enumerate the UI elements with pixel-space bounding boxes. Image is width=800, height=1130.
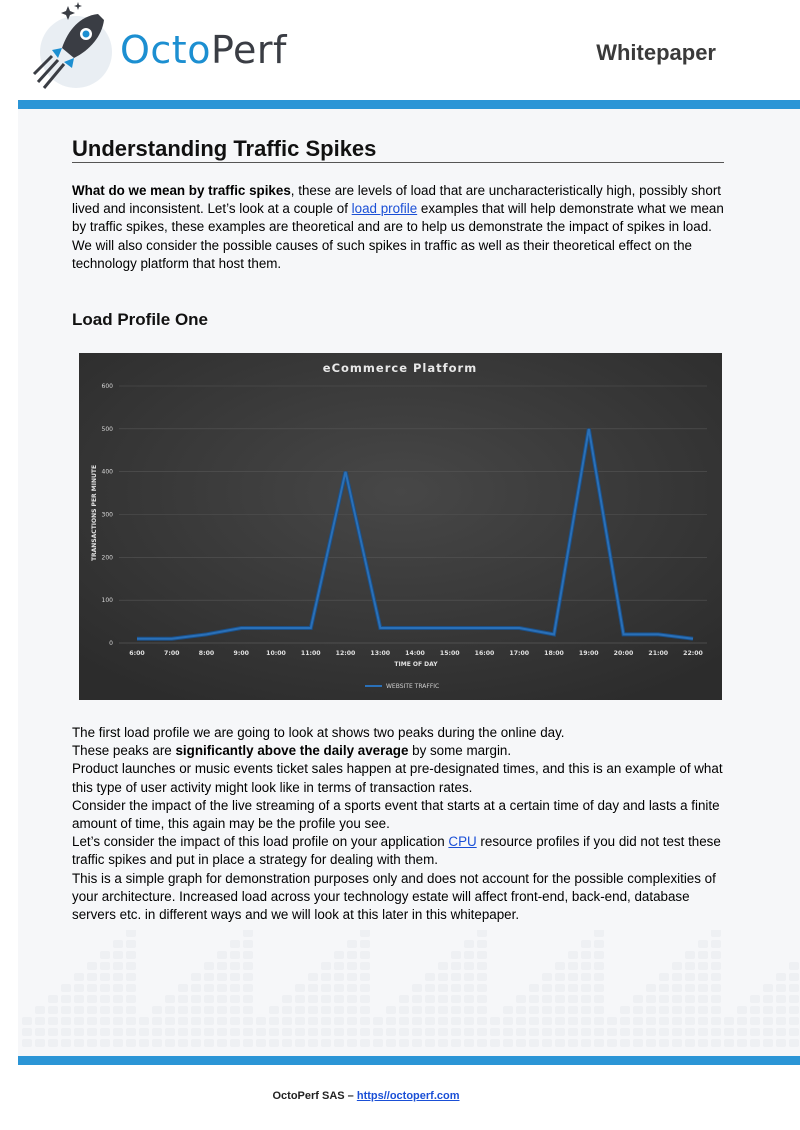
x-tick-label: 8:00	[198, 650, 215, 657]
body-line5a: Let’s consider the impact of this load profile on your application	[72, 834, 449, 850]
x-tick-label: 9:00	[233, 650, 249, 657]
y-tick-label: 300	[101, 511, 113, 519]
x-tick-label: 12:00	[335, 650, 356, 657]
y-tick-label: 100	[101, 597, 113, 605]
footer-website-link[interactable]: https//octoperf.com	[356, 1090, 460, 1102]
body-paragraph	[72, 724, 732, 924]
brand-logo-text	[120, 28, 287, 72]
header-divider-bar	[18, 100, 800, 109]
brand-perf: Perf	[210, 28, 287, 72]
x-tick-label: 10:00	[266, 650, 286, 657]
intro-text-b: examples that will help demonstrate what we mean by traffic spikes, these examples are theoretical and are to help us demonstrate the impact of spikes in load.	[72, 201, 724, 235]
load-profile-link[interactable]: load profile	[351, 201, 418, 217]
x-tick-label: 22:00	[683, 650, 703, 657]
intro-text-a: , these are levels of load that are uncharacteristically high, possibly short lived and inconsistent. Let’s look at a couple of	[72, 183, 721, 217]
body-line2a: These peaks are	[72, 743, 176, 759]
x-tick-label: 14:00	[405, 650, 425, 657]
x-tick-label: 15:00	[439, 650, 460, 657]
brand-octo: Octo	[120, 28, 211, 72]
x-tick-label: 16:00	[474, 650, 495, 657]
body-line4: Consider the impact of the live streaming of a sports event that starts at a certain time of day and lasts a finite amount of time, this again may be the profile you see.	[72, 797, 720, 832]
x-tick-label: 11:00	[300, 650, 321, 657]
body-line6: This is a simple graph for demonstration purposes only and does not account for the possible complexities of your architecture. Increased load across your technology estate will affect front-end, back-end, database servers etc. in different ways and we will look at this later in this whitepaper.	[72, 870, 716, 923]
footer-company: OctoPerf SAS –	[272, 1090, 357, 1102]
x-tick-label: 21:00	[648, 650, 669, 657]
subsection-title: Load Profile One	[72, 310, 209, 329]
footer-divider-bar	[18, 1056, 800, 1065]
title-underline	[72, 162, 724, 163]
body-line2-bold: significantly above the daily average	[175, 743, 409, 759]
body-line3: Product launches or music events ticket sales happen at pre-designated times, and this is an example of what this type of user activity might look like in terms of transaction rates.	[72, 761, 723, 795]
cpu-link[interactable]: CPU	[448, 834, 477, 850]
body-line1: The first load profile we are going to look at shows two peaks during the online day.	[72, 725, 565, 740]
body-line2b: by some margin.	[408, 743, 512, 759]
intro-paragraph	[72, 182, 732, 273]
x-tick-label: 7:00	[164, 650, 180, 657]
rocket-icon	[28, 0, 120, 96]
chart-background	[79, 353, 722, 700]
intro-bold-lead: What do we mean by traffic spikes	[72, 183, 291, 198]
body-line5b: resource profiles if you did not test these traffic spikes and put in place a strategy for dealing with them.	[72, 834, 721, 868]
y-tick-label: 500	[101, 425, 113, 433]
ecommerce-chart	[79, 353, 722, 700]
chart-title: eCommerce Platform	[322, 361, 478, 375]
x-tick-label: 13:00	[370, 650, 391, 657]
y-tick-label: 200	[101, 554, 113, 562]
x-tick-label: 18:00	[544, 650, 564, 657]
x-tick-label: 17:00	[509, 650, 530, 657]
y-tick-label: 0	[109, 640, 113, 647]
y-tick-label: 400	[101, 468, 113, 476]
legend-label: WEBSITE TRAFFIC	[386, 683, 440, 690]
page-footer	[0, 1090, 732, 1102]
page-header	[0, 0, 800, 100]
y-tick-label: 600	[101, 383, 113, 390]
intro-line2: We will also consider the possible causes of such spikes in traffic as well as their theoretical effect on the technology platform that host them.	[72, 237, 693, 271]
section-title: Understanding Traffic Spikes	[72, 136, 377, 161]
x-tick-label: 19:00	[578, 650, 599, 657]
y-axis-label: TRANSACTIONS PER MINUTE	[91, 464, 98, 562]
x-tick-label: 6:00	[129, 650, 145, 657]
x-axis-label: TIME OF DAY	[394, 661, 438, 668]
x-tick-label: 20:00	[613, 650, 634, 657]
document-type: Whitepaper	[596, 40, 716, 65]
chart-container	[79, 353, 722, 700]
decorative-pattern	[18, 930, 800, 1055]
